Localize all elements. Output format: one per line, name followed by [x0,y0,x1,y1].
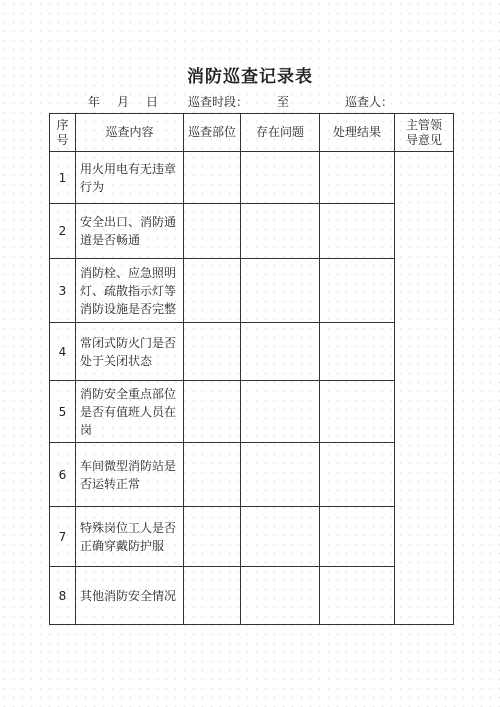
row-content: 消防安全重点部位是否有值班人员在岗 [76,381,184,443]
supervisor-opinion-cell[interactable] [395,152,454,625]
problem-cell[interactable] [241,152,320,204]
location-cell[interactable] [184,259,241,323]
time-period-label: 巡查时段： [188,95,249,109]
row-content: 车间微型消防站是否运转正常 [76,443,184,507]
row-number: 6 [50,443,76,507]
header-location: 巡查部位 [184,114,241,152]
location-cell[interactable] [184,567,241,625]
header-result: 处理结果 [320,114,395,152]
result-cell[interactable] [320,259,395,323]
inspector-label: 巡查人： [345,95,394,109]
location-cell[interactable] [184,381,241,443]
row-content: 特殊岗位工人是否正确穿戴防护服 [76,507,184,567]
result-cell[interactable] [320,204,395,259]
result-cell[interactable] [320,507,395,567]
row-content: 安全出口、消防通道是否畅通 [76,204,184,259]
row-number: 3 [50,259,76,323]
problem-cell[interactable] [241,567,320,625]
location-cell[interactable] [184,323,241,381]
problem-cell[interactable] [241,381,320,443]
table-row [50,323,454,381]
row-content: 用火用电有无违章行为 [76,152,184,204]
time-to-label: 至 [277,95,290,109]
result-cell[interactable] [320,323,395,381]
table-header-row [50,114,454,152]
row-content: 常闭式防火门是否处于关闭状态 [76,323,184,381]
row-content: 消防栓、应急照明灯、疏散指示灯等消防设施是否完整 [76,259,184,323]
row-number: 2 [50,204,76,259]
header-problem: 存在问题 [241,114,320,152]
table-row [50,259,454,323]
table-row [50,507,454,567]
problem-cell[interactable] [241,204,320,259]
header-seq: 序号 [50,114,76,152]
table-row [50,443,454,507]
row-content: 其他消防安全情况 [76,567,184,625]
year-label: 年 [88,95,101,109]
result-cell[interactable] [320,152,395,204]
page-title: 消防巡查记录表 [187,67,313,87]
table-row [50,152,454,204]
problem-cell[interactable] [241,259,320,323]
header-opinion: 主管领导意见 [395,114,454,152]
location-cell[interactable] [184,443,241,507]
table-row [50,567,454,625]
location-cell[interactable] [184,152,241,204]
result-cell[interactable] [320,567,395,625]
row-number: 8 [50,567,76,625]
day-label: 日 [146,95,159,109]
result-cell[interactable] [320,381,395,443]
location-cell[interactable] [184,507,241,567]
header-item: 巡查内容 [76,114,184,152]
result-cell[interactable] [320,443,395,507]
row-number: 4 [50,323,76,381]
problem-cell[interactable] [241,323,320,381]
month-label: 月 [117,95,130,109]
table-row [50,204,454,259]
row-number: 1 [50,152,76,204]
problem-cell[interactable] [241,507,320,567]
row-number: 5 [50,381,76,443]
inspection-table [49,113,454,625]
location-cell[interactable] [184,204,241,259]
table-row [50,381,454,443]
problem-cell[interactable] [241,443,320,507]
row-number: 7 [50,507,76,567]
